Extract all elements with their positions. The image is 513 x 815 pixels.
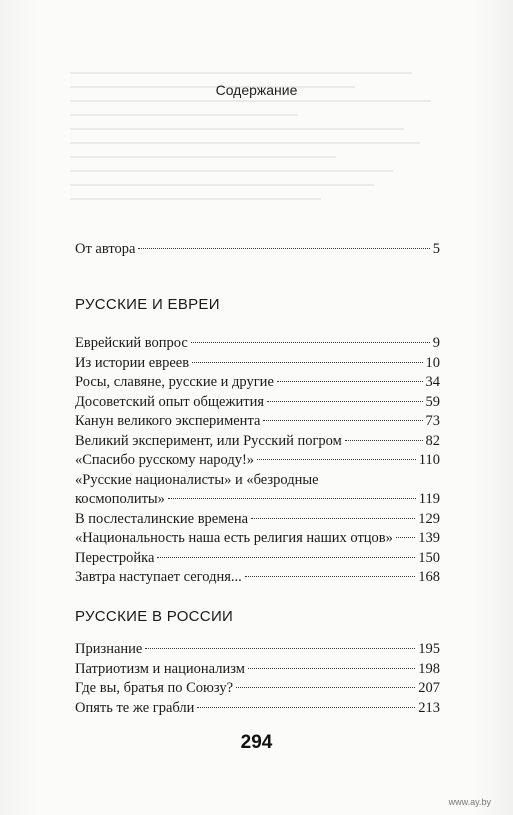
toc-entry-title: Досоветский опыт общежития bbox=[75, 393, 265, 410]
toc-entry bbox=[75, 451, 440, 471]
toc-entry-title-line1: «Русские националисты» и «безродные bbox=[75, 471, 319, 488]
toc-entry-page: 110 bbox=[418, 452, 440, 468]
toc-entry-page: 5 bbox=[432, 241, 440, 257]
toc-entry-title: В послесталинские времена bbox=[75, 510, 249, 527]
toc-entry-title: От автора bbox=[75, 241, 136, 257]
toc-entry-page: 9 bbox=[432, 335, 440, 351]
dot-leader bbox=[345, 440, 423, 441]
toc-entry-page: 59 bbox=[425, 393, 440, 410]
toc-entry-page: 195 bbox=[418, 641, 440, 657]
toc-entry-page: 82 bbox=[425, 432, 440, 449]
toc-entry bbox=[75, 549, 440, 569]
toc-entry-page: 129 bbox=[418, 510, 440, 527]
dot-leader bbox=[168, 498, 416, 499]
dot-leader bbox=[191, 342, 430, 343]
toc-entry-page: 10 bbox=[425, 354, 440, 371]
toc-entry-line2 bbox=[75, 490, 440, 510]
dot-leader bbox=[138, 248, 429, 249]
toc-entry-title: космополиты» bbox=[75, 491, 165, 507]
toc-entry-title: Признание bbox=[75, 641, 143, 657]
toc-entry bbox=[75, 640, 440, 660]
toc-section-2 bbox=[75, 640, 440, 718]
toc-entry-title: Росы, славяне, русские и другие bbox=[75, 374, 274, 390]
toc-entry bbox=[75, 568, 440, 588]
toc-entry bbox=[75, 334, 440, 354]
toc-entry-title: «Национальность наша есть религия наших отцов» bbox=[75, 530, 393, 546]
toc-entry-title: Завтра наступает сегодня... bbox=[75, 569, 242, 585]
dot-leader bbox=[251, 518, 415, 519]
toc-entry bbox=[75, 679, 440, 699]
toc-entry-page: 139 bbox=[418, 530, 440, 546]
toc-entry bbox=[75, 354, 440, 374]
toc-entry-title: Патриотизм и национализм bbox=[75, 660, 245, 677]
toc-section-1 bbox=[75, 334, 440, 588]
dot-leader bbox=[248, 668, 415, 669]
toc-entry bbox=[75, 510, 440, 530]
page-title: Содержание bbox=[215, 82, 298, 98]
toc-entry bbox=[75, 412, 440, 432]
toc-entry bbox=[75, 432, 440, 452]
dot-leader bbox=[192, 362, 422, 363]
section-title-russians-in-russia: РУССКИЕ В РОССИИ bbox=[75, 608, 234, 625]
toc-entry-title: Перестройка bbox=[75, 549, 155, 566]
dot-leader bbox=[277, 381, 423, 382]
dot-leader bbox=[267, 401, 422, 402]
toc-entry bbox=[75, 240, 440, 260]
dot-leader bbox=[245, 576, 415, 577]
toc-entry-page: 198 bbox=[418, 660, 440, 677]
toc-entry bbox=[75, 393, 440, 413]
toc-entry-page: 34 bbox=[425, 374, 440, 390]
toc-entry-page: 73 bbox=[425, 413, 440, 429]
toc-entry-title: «Спасибо русскому народу!» bbox=[75, 452, 255, 468]
toc-entry-page: 119 bbox=[418, 491, 440, 507]
toc-entry-title: Канун великого эксперимента bbox=[75, 413, 261, 429]
toc-entry bbox=[75, 529, 440, 549]
toc-entry-page: 168 bbox=[418, 569, 440, 585]
toc-entry-title: Еврейский вопрос bbox=[75, 335, 188, 351]
dot-leader bbox=[263, 420, 422, 421]
dot-leader bbox=[257, 459, 416, 460]
toc-entry-multiline bbox=[75, 471, 440, 510]
toc-intro bbox=[75, 240, 440, 260]
toc-entry-title: Из истории евреев bbox=[75, 354, 190, 371]
dot-leader bbox=[157, 557, 415, 558]
toc-entry-title: Где вы, братья по Союзу? bbox=[75, 680, 233, 696]
toc-entry bbox=[75, 660, 440, 680]
dot-leader bbox=[236, 687, 415, 688]
watermark: www.ay.by bbox=[448, 797, 491, 807]
dot-leader bbox=[396, 537, 415, 538]
toc-entry-title: Великий эксперимент, или Русский погром bbox=[75, 432, 342, 449]
toc-entry-page: 213 bbox=[418, 699, 440, 716]
section-title-russians-and-jews: РУССКИЕ И ЕВРЕИ bbox=[75, 296, 220, 313]
toc-entry-page: 207 bbox=[418, 680, 440, 696]
dot-leader bbox=[197, 707, 415, 708]
toc-entry-page: 150 bbox=[418, 549, 440, 566]
toc-entry bbox=[75, 373, 440, 393]
page-number: 294 bbox=[240, 732, 273, 753]
dot-leader bbox=[145, 648, 415, 649]
toc-entry bbox=[75, 699, 440, 719]
toc-entry-title: Опять те же грабли bbox=[75, 699, 195, 716]
